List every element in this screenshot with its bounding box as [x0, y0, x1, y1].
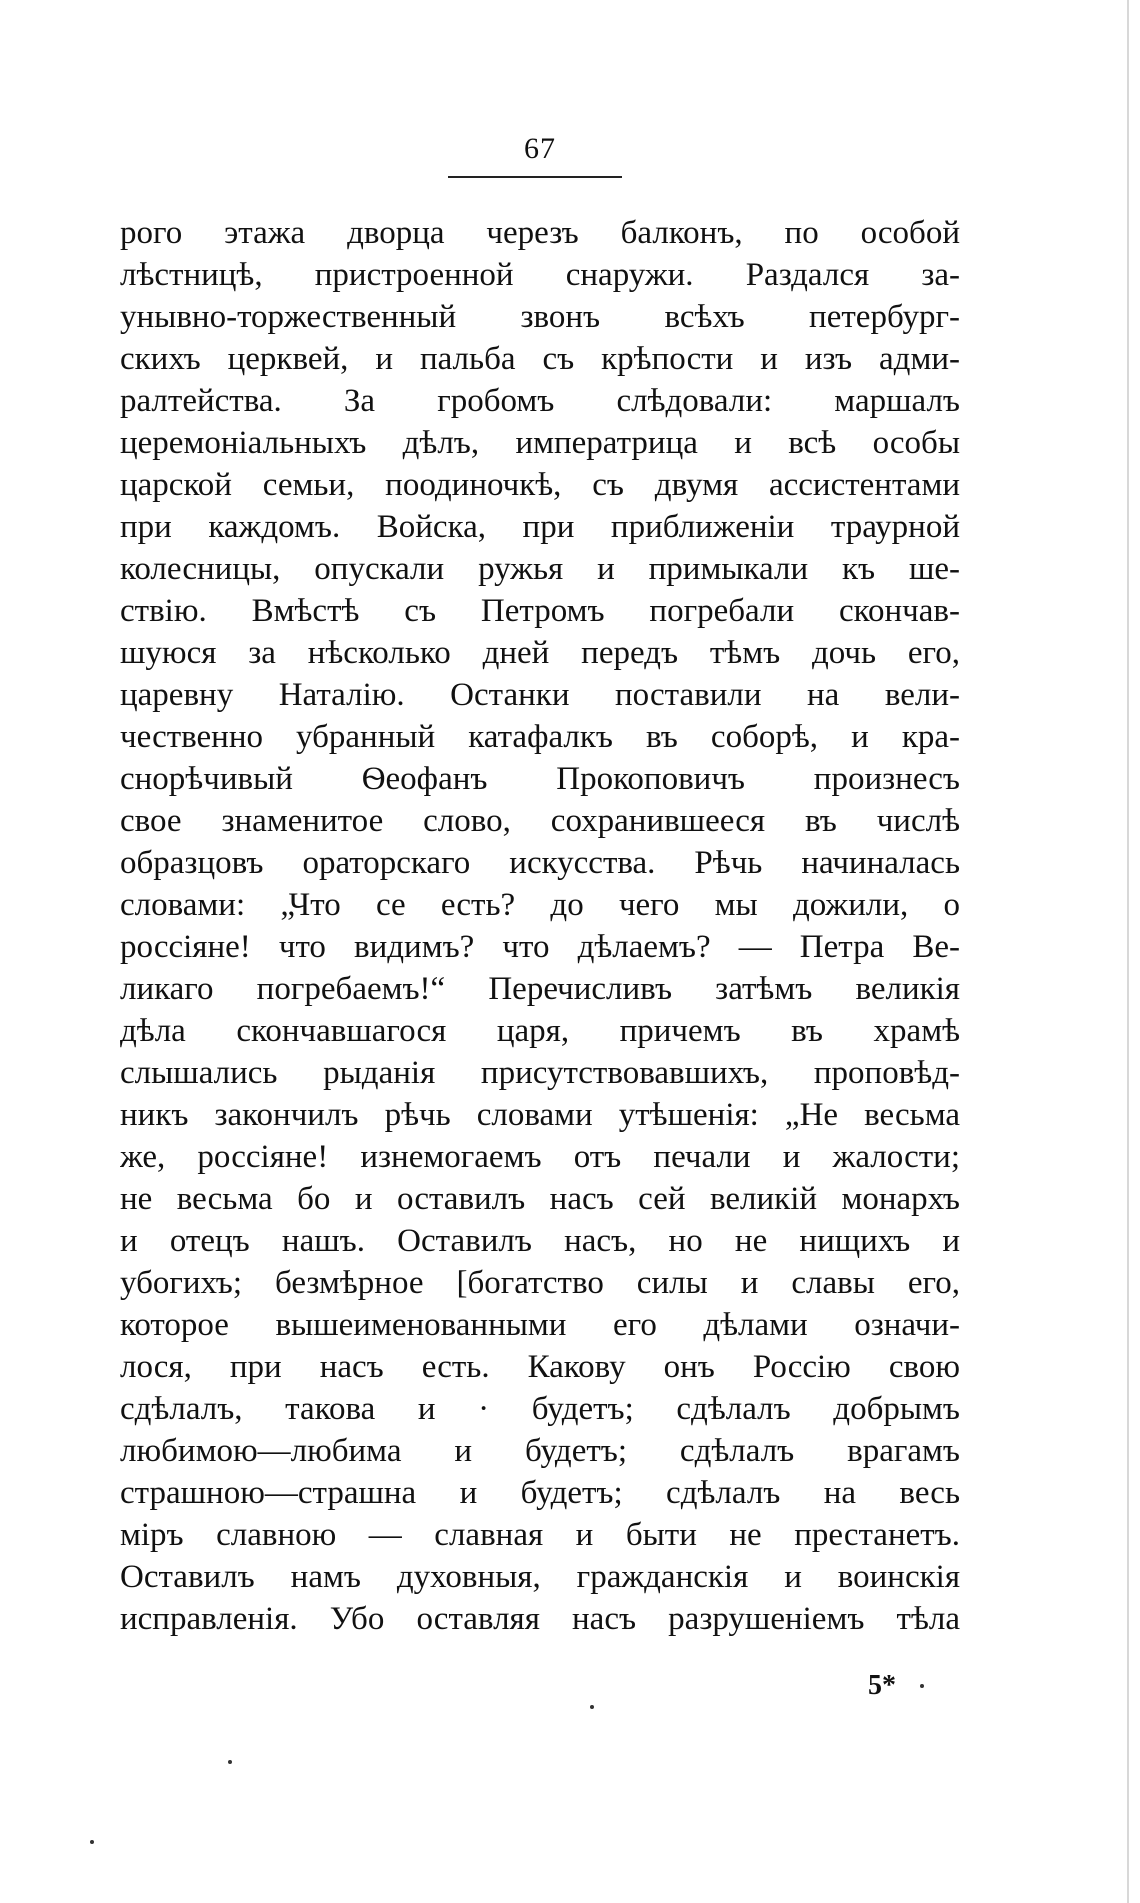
page-number-rule: [448, 176, 622, 178]
text-line: же, россіяне! изнемогаемъ отъ печали и жалости;: [120, 1139, 960, 1175]
ink-speck: [920, 1684, 924, 1688]
page-number: 67: [524, 132, 556, 165]
ink-speck: [90, 1840, 94, 1844]
text-line: не весьма бо и оставилъ насъ сей великій монархъ: [120, 1181, 960, 1217]
text-line: словами: „Что се есть? до чего мы дожили, о: [120, 887, 960, 923]
ink-speck: [590, 1705, 594, 1709]
text-line: исправленія. Убо оставляя насъ разрушеніемъ тѣла: [120, 1601, 960, 1637]
text-line: любимою—любима и будетъ; сдѣлалъ врагамъ: [120, 1433, 960, 1469]
text-line: скихъ церквей, и пальба съ крѣпости и изъ адми-: [120, 341, 960, 377]
text-line: міръ славною — славная и быти не престанетъ.: [120, 1517, 960, 1553]
text-line: ликаго погребаемъ!“ Перечисливъ затѣмъ великія: [120, 971, 960, 1007]
ink-speck: [228, 1760, 232, 1764]
text-line: никъ закончилъ рѣчь словами утѣшенія: „Не весьма: [120, 1097, 960, 1133]
text-line: которое вышеименованными его дѣлами означи-: [120, 1307, 960, 1343]
text-line: лося, при насъ есть. Какову онъ Россію свою: [120, 1349, 960, 1385]
text-line: рого этажа дворца черезъ балконъ, по особой: [120, 215, 960, 251]
text-line: ралтейства. За гробомъ слѣдовали: маршалъ: [120, 383, 960, 419]
text-line: образцовъ ораторскаго искусства. Рѣчь начиналась: [120, 845, 960, 881]
text-line: и отецъ нашъ. Оставилъ насъ, но не нищихъ и: [120, 1223, 960, 1259]
text-line: ствію. Вмѣстѣ съ Петромъ погребали скончав-: [120, 593, 960, 629]
text-line: при каждомъ. Войска, при приближеніи траурной: [120, 509, 960, 545]
text-line: свое знаменитое слово, сохранившееся въ числѣ: [120, 803, 960, 839]
page-edge-line: [1127, 0, 1129, 1903]
signature-mark: 5*: [868, 1670, 896, 1701]
text-line: шуюся за нѣсколько дней передъ тѣмъ дочь его,: [120, 635, 960, 671]
text-line: страшною—страшна и будетъ; сдѣлалъ на весь: [120, 1475, 960, 1511]
text-line: убогихъ; безмѣрное [богатство силы и славы его,: [120, 1265, 960, 1301]
text-line: унывно-торжественный звонъ всѣхъ петербург-: [120, 299, 960, 335]
text-line: чественно убранный катафалкъ въ соборѣ, и кра-: [120, 719, 960, 755]
body-text: [120, 212, 960, 1640]
text-line: царевну Наталію. Останки поставили на вели-: [120, 677, 960, 713]
text-line: снорѣчивый Ѳеофанъ Прокоповичъ произнесъ: [120, 761, 960, 797]
text-line: церемоніальныхъ дѣлъ, императрица и всѣ особы: [120, 425, 960, 461]
text-line: царской семьи, поодиночкѣ, съ двумя ассистентами: [120, 467, 960, 503]
text-line: колесницы, опускали ружья и примыкали къ ше-: [120, 551, 960, 587]
text-line: россіяне! что видимъ? что дѣлаемъ? — Петра Ве-: [120, 929, 960, 965]
text-line: лѣстницѣ, пристроенной снаружи. Раздался за-: [120, 257, 960, 293]
text-line: Оставилъ намъ духовныя, гражданскія и воинскія: [120, 1559, 960, 1595]
text-line: сдѣлалъ, такова и · будетъ; сдѣлалъ добрымъ: [120, 1391, 960, 1427]
text-line: слышались рыданія присутствовавшихъ, проповѣд-: [120, 1055, 960, 1091]
text-line: дѣла скончавшагося царя, причемъ въ храмѣ: [120, 1013, 960, 1049]
